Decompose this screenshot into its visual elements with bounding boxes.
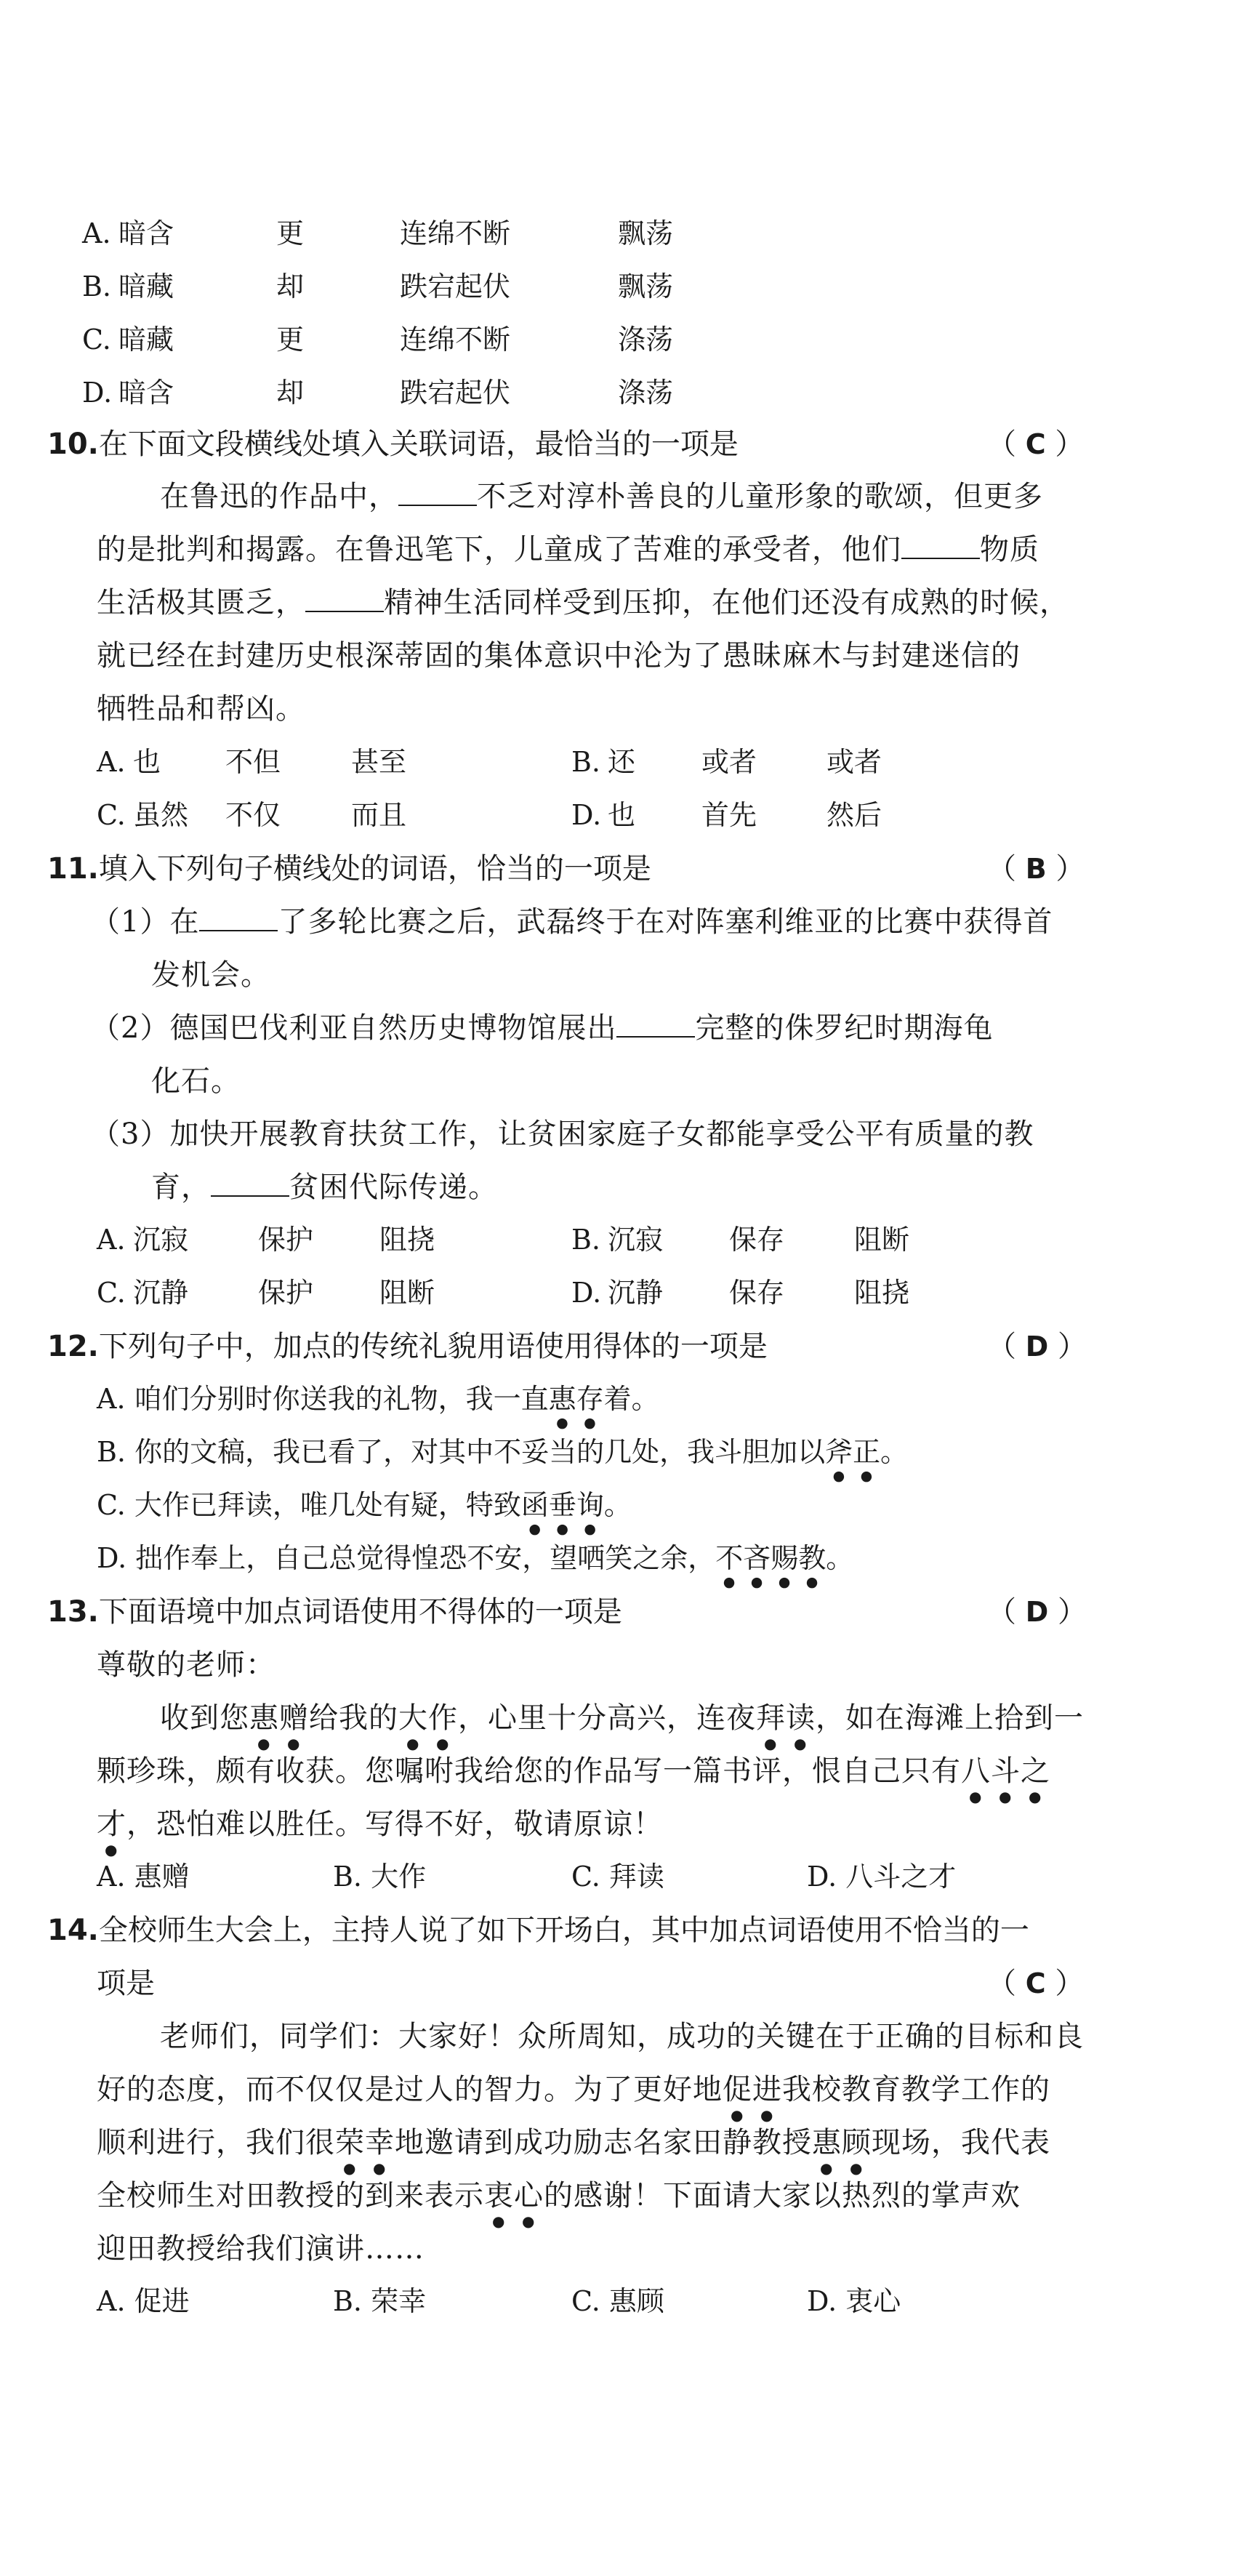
- q13-dotted-badouzhi: 八斗之: [961, 1754, 1050, 1788]
- q14-option-b-label: B.: [333, 2285, 363, 2317]
- q10-blank-3: [305, 586, 384, 612]
- q10-option-a-c1: 也: [133, 746, 161, 778]
- q14-paren-open: （: [987, 1967, 1016, 2000]
- q10-passage-l3b: 精神生活同样受到压抑，在他们还没有成熟的时候，: [384, 586, 1069, 619]
- q11-blank-2: [616, 1011, 695, 1038]
- q11-s1b: 了多轮比赛之后，武磊终于在对阵塞利维亚的比赛中获得首: [278, 905, 1053, 939]
- q12-option-b: [97, 1435, 908, 1484]
- q10-passage-line-5: 牺牲品和帮凶。: [97, 692, 305, 726]
- q10-blank-2: [901, 533, 980, 559]
- q10-option-d-c1: 也: [608, 799, 636, 831]
- q13-dotted-cai: 才: [97, 1807, 126, 1841]
- q11-stem: 填入下列句子横线处的词语，恰当的一项是: [98, 852, 651, 886]
- q10-blank-1: [398, 480, 477, 506]
- q11-paren-open: （: [987, 852, 1016, 886]
- q10-paren-open: （: [987, 428, 1016, 461]
- q11-option-c-c2: 保护: [258, 1277, 314, 1309]
- q10-passage-line-4: 就已经在封建历史根深蒂固的集体意识中沦为了愚昧麻木与封建迷信的: [97, 639, 1021, 673]
- q13-paren-open: （: [987, 1595, 1016, 1629]
- q14-stem-2: 项是: [97, 1967, 155, 2000]
- q13-paren-close: ）: [1057, 1595, 1087, 1629]
- q12-d-dotted-word: 不吝赐教: [715, 1542, 826, 1574]
- q10-option-d-label: D.: [571, 799, 602, 831]
- q9-option-b-c4: 飘荡: [618, 270, 674, 302]
- q12-d-post: 。: [826, 1542, 854, 1574]
- q14-l3e: 现场，我代表: [872, 2126, 1050, 2159]
- q11-s3b: 育，: [151, 1171, 211, 1204]
- q10-option-c-label: C.: [97, 799, 126, 831]
- q11-option-c-label: C.: [97, 1277, 126, 1309]
- q14-speech-line-3: [97, 2124, 1050, 2177]
- q10-answer-box: [987, 426, 1084, 462]
- q9-option-b-label: B.: [82, 270, 112, 302]
- q12-stem-line: [47, 1328, 768, 1365]
- q10-passage-l3a: 生活极其匮乏，: [97, 586, 305, 619]
- q14-option-c-label: C.: [571, 2285, 600, 2317]
- q11-paren-close: ）: [1055, 852, 1085, 886]
- q13-dotted-dazuo: 大作: [398, 1701, 458, 1735]
- q14-l3a: 顺利进行，我们很: [97, 2126, 335, 2159]
- q9-option-c-c1: 暗藏: [118, 324, 174, 356]
- q14-option-b: [333, 2284, 426, 2319]
- q11-sentence-2: [91, 1010, 993, 1046]
- q11-option-d-c3: 阻挠: [854, 1277, 910, 1309]
- q14-option-c: [571, 2284, 664, 2319]
- q13-answer-box: [987, 1594, 1087, 1630]
- q14-l2a: 好的态度，而不仅仅是过人的智力。为了更好地: [97, 2073, 723, 2106]
- q14-option-d-label: D.: [807, 2285, 837, 2317]
- q11-option-b-label: B.: [571, 1224, 601, 1256]
- q10-passage-line-1: [160, 478, 1043, 515]
- q14-l4a: 全校师生对田教授的到来表示: [97, 2179, 484, 2212]
- q13-option-c-text: 拜读: [608, 1861, 664, 1893]
- q10-option-a-label: A.: [97, 746, 126, 778]
- q11-option-c-c3: 阻断: [379, 1277, 435, 1309]
- q10-number: 10.: [47, 428, 99, 461]
- q14-speech-line-2: [97, 2071, 1050, 2124]
- q12-b-post: 。: [880, 1436, 909, 1468]
- q12-c-post: 。: [603, 1489, 632, 1521]
- q12-b-pre: B. 你的文稿，我已看了，对其中不妥当的几处，我斗胆加以: [97, 1436, 826, 1468]
- q9-option-b-c2: 却: [276, 270, 305, 302]
- q14-dotted-zhongxin: 衷心: [484, 2179, 544, 2212]
- q11-option-a-c2: 保护: [258, 1224, 314, 1256]
- q9-option-d-c4: 涤荡: [618, 377, 674, 409]
- q12-option-d: [97, 1541, 853, 1590]
- q12-d-pre: D. 拙作奉上，自己总觉得惶恐不安，望哂笑之余，: [97, 1542, 716, 1574]
- q12-number: 12.: [47, 1330, 99, 1363]
- q11-blank-1: [199, 905, 278, 931]
- q10-passage-line-3: [97, 585, 1069, 621]
- q13-dotted-baidu: 拜读: [756, 1701, 816, 1735]
- q10-passage-l2a: 的是批判和揭露。在鲁迅笔下，儿童成了苦难的承受者，他们: [97, 533, 901, 566]
- q9-option-d-c2: 却: [276, 377, 305, 409]
- q9-option-d-label: D.: [82, 377, 113, 409]
- q14-l2c: 我校教育教学工作的: [782, 2073, 1050, 2106]
- q13-l1a: 收到您: [160, 1701, 249, 1735]
- q13-option-a-label: A.: [97, 1861, 126, 1893]
- q10-option-c-c3: 而且: [351, 799, 407, 831]
- q13-letter-line-3: [97, 1806, 663, 1858]
- q9-option-c-c4: 涤荡: [618, 324, 674, 356]
- q10-option-a-c2: 不但: [225, 746, 281, 778]
- q13-letter-line-1: [160, 1700, 1084, 1752]
- q14-speech-line-1: 老师们，同学们：大家好！众所周知，成功的关键在于正确的目标和良: [160, 2020, 1084, 2053]
- q13-l1g: ，如在海滩上拾到一: [816, 1701, 1084, 1735]
- q11-stem-line: [47, 851, 651, 887]
- q9-option-c-c3: 连绵不断: [400, 324, 511, 356]
- q14-option-d-text: 衷心: [845, 2285, 901, 2317]
- q11-option-d-c2: 保存: [729, 1277, 785, 1309]
- q10-option-d-c3: 然后: [826, 799, 882, 831]
- q10-option-c-c1: 虽然: [133, 799, 189, 831]
- q11-option-b-c1: 沉寂: [608, 1224, 664, 1256]
- q10-answer: C: [1025, 428, 1046, 460]
- q9-option-a-c2: 更: [276, 217, 305, 249]
- q14-l3c: 地邀请到成功励志名家田静教授: [395, 2126, 812, 2159]
- q12-a-post: 着。: [603, 1383, 659, 1415]
- q14-answer-box: [987, 1965, 1084, 2002]
- q13-option-d-text: 八斗之才: [845, 1861, 957, 1893]
- q14-stem-line-1: [47, 1912, 1029, 1949]
- q10-option-c-c2: 不仅: [225, 799, 281, 831]
- q11-s1a: （1）在: [91, 905, 200, 939]
- q14-option-c-text: 惠顾: [608, 2285, 664, 2317]
- q13-letter-line-2: [97, 1753, 1050, 1805]
- q13-option-c: [571, 1859, 664, 1894]
- q13-answer: D: [1025, 1596, 1049, 1628]
- q12-c-dotted-word: 函垂询: [520, 1489, 604, 1521]
- q11-answer-box: [987, 851, 1085, 887]
- q14-speech-line-4: [97, 2178, 1021, 2230]
- q11-option-a-c3: 阻挠: [379, 1224, 435, 1256]
- q10-passage-line-2: [97, 531, 1039, 568]
- q9-option-d-c3: 跌宕起伏: [400, 377, 511, 409]
- q11-option-a-c1: 沉寂: [133, 1224, 189, 1256]
- q10-paren-close: ）: [1055, 428, 1085, 461]
- q13-l1c: 给我的: [309, 1701, 398, 1735]
- q14-speech-line-5: 迎田教授给我们演讲……: [97, 2232, 425, 2266]
- q14-option-b-text: 荣幸: [371, 2285, 427, 2317]
- q11-s1c: 发机会。: [151, 958, 270, 992]
- q13-greeting: 尊敬的老师：: [97, 1648, 275, 1682]
- q9-option-c-label: C.: [82, 324, 111, 356]
- q11-number: 11.: [47, 852, 99, 886]
- q10-passage-l2b: 物质: [980, 533, 1039, 566]
- q12-c-pre: C. 大作已拜读，唯几处有疑，特致: [97, 1489, 521, 1521]
- q10-option-a-c3: 甚至: [351, 746, 407, 778]
- q11-sentence-3-cont: [151, 1169, 498, 1205]
- q11-s3a: （3）加快开展教育扶贫工作，让贫困家庭子女都能享受公平有质量的教: [91, 1118, 1034, 1151]
- q11-blank-3: [211, 1171, 289, 1197]
- q9-option-a-c4: 飘荡: [618, 217, 674, 249]
- q9-option-d-c1: 暗含: [118, 377, 174, 409]
- q11-option-b-c2: 保存: [729, 1224, 785, 1256]
- q13-l3b: ，恐怕难以胜任。写得不好，敬请原谅！: [126, 1807, 663, 1841]
- q14-stem-1: 全校师生大会上，主持人说了如下开场白，其中加点词语使用不恰当的一: [98, 1914, 1029, 1947]
- q12-b-dotted-word: 斧正: [825, 1436, 881, 1468]
- q13-option-d-label: D.: [807, 1861, 837, 1893]
- q12-paren-open: （: [987, 1330, 1016, 1363]
- q12-option-a: [97, 1381, 659, 1431]
- q10-option-b-c2: 或者: [701, 746, 757, 778]
- q12-answer: D: [1025, 1331, 1049, 1363]
- q11-option-c-c1: 沉静: [133, 1277, 189, 1309]
- q11-s2b: 完整的侏罗纪时期海龟: [695, 1011, 994, 1045]
- q13-number: 13.: [47, 1595, 99, 1629]
- q10-stem: 在下面文段横线处填入关联词语，最恰当的一项是: [98, 428, 739, 461]
- q11-option-d-c1: 沉静: [608, 1277, 664, 1309]
- q12-option-c: [97, 1488, 632, 1537]
- q10-stem-line: [47, 426, 739, 462]
- q12-stem: 下列句子中，加点的传统礼貌用语使用得体的一项是: [98, 1330, 768, 1363]
- q9-option-a-label: A.: [82, 217, 111, 249]
- q11-s2a: （2）德国巴伐利亚自然历史博物馆展出: [91, 1011, 617, 1045]
- q9-option-b-c1: 暗藏: [118, 270, 174, 302]
- q13-option-d: [807, 1859, 956, 1894]
- q13-option-b-text: 大作: [371, 1861, 427, 1893]
- q14-dotted-cujin: 促进: [723, 2073, 782, 2106]
- q10-passage-l1b: 不乏对淳朴善良的儿童形象的歌颂，但更多: [477, 480, 1043, 513]
- q13-option-c-label: C.: [571, 1861, 600, 1893]
- q11-s2c: 化石。: [151, 1064, 241, 1098]
- q13-l2a: 颗珍珠，颇有收获。您嘱咐我给您的作品写一篇书评，恨自己只有: [97, 1754, 961, 1788]
- q10-option-b-c1: 还: [608, 746, 636, 778]
- q11-s3c: 贫困代际传递。: [289, 1171, 498, 1204]
- q12-paren-close: ）: [1057, 1330, 1087, 1363]
- q11-answer: B: [1025, 853, 1047, 885]
- q9-option-a-c1: 暗含: [118, 217, 174, 249]
- q10-option-b-label: B.: [571, 746, 601, 778]
- q12-a-dotted-word: 惠存: [548, 1383, 604, 1415]
- q12-answer-box: [987, 1328, 1087, 1365]
- q14-option-a-text: 促进: [134, 2285, 190, 2317]
- q14-dotted-huigu: 惠顾: [812, 2126, 872, 2159]
- q13-dotted-huizeng: 惠赠: [249, 1701, 309, 1735]
- q13-option-a-text: 惠赠: [134, 1861, 190, 1893]
- q9-option-a-c3: 连绵不断: [400, 217, 511, 249]
- q10-passage-l1a: 在鲁迅的作品中，: [160, 480, 398, 513]
- q11-option-b-c3: 阻断: [854, 1224, 910, 1256]
- q11-sentence-1: [91, 904, 1053, 940]
- q14-number: 14.: [47, 1914, 99, 1947]
- q9-option-b-c3: 跌宕起伏: [400, 270, 511, 302]
- q14-dotted-rongxing: 荣幸: [335, 2126, 395, 2159]
- q10-option-b-c3: 或者: [826, 746, 882, 778]
- q14-answer: C: [1025, 1967, 1046, 1999]
- q10-option-d-c2: 首先: [701, 799, 757, 831]
- q11-option-d-label: D.: [571, 1277, 602, 1309]
- q14-option-a: [97, 2284, 190, 2319]
- q14-option-d: [807, 2284, 901, 2319]
- q12-a-pre: A. 咱们分别时你送我的礼物，我一直: [97, 1383, 549, 1415]
- q13-option-a: [97, 1859, 190, 1894]
- q13-l1e: ，心里十分高兴，连夜: [458, 1701, 756, 1735]
- q14-option-a-label: A.: [97, 2285, 126, 2317]
- q14-paren-close: ）: [1055, 1967, 1085, 2000]
- q11-option-a-label: A.: [97, 1224, 126, 1256]
- q14-l4c: 的感谢！下面请大家以热烈的掌声欢: [544, 2179, 1021, 2212]
- q13-option-b-label: B.: [333, 1861, 363, 1893]
- q13-stem-line: [47, 1594, 622, 1630]
- q9-option-c-c2: 更: [276, 324, 305, 356]
- q13-option-b: [333, 1859, 426, 1894]
- q13-stem: 下面语境中加点词语使用不得体的一项是: [98, 1595, 622, 1629]
